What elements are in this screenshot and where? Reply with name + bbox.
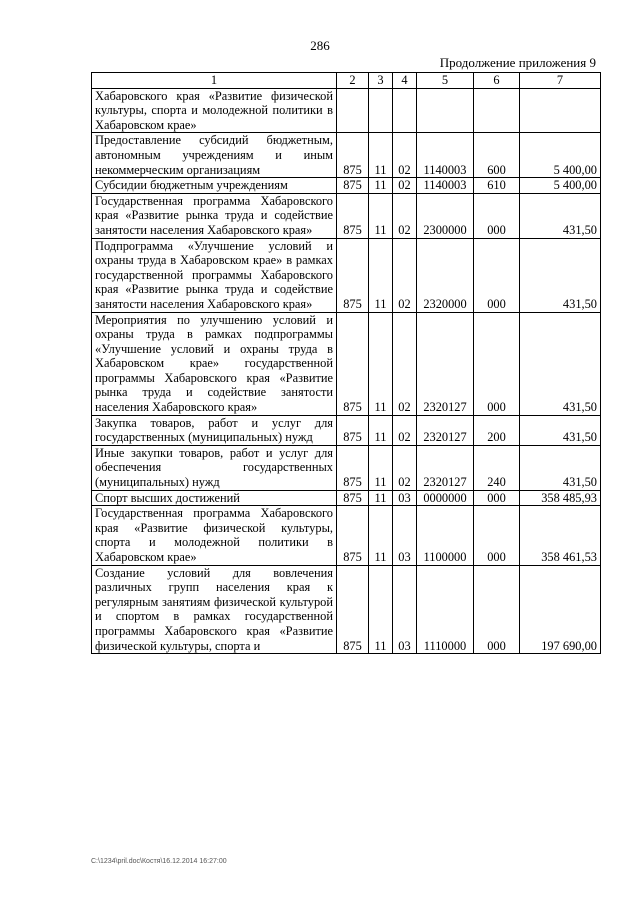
table-row <box>92 178 601 194</box>
row-c6-cell: 000 <box>474 238 520 312</box>
row-c3-cell: 11 <box>369 415 393 445</box>
table-row <box>92 415 601 445</box>
row-c4-cell: 02 <box>393 238 417 312</box>
page-number: 286 <box>310 38 330 53</box>
row-c5-cell: 2320127 <box>417 445 474 490</box>
row-c6-cell: 600 <box>474 133 520 178</box>
row-c6-cell: 000 <box>474 565 520 654</box>
row-c6-cell: 610 <box>474 178 520 194</box>
table-row <box>92 312 601 415</box>
row-c4-cell: 03 <box>393 506 417 565</box>
row-c4-cell: 02 <box>393 193 417 238</box>
row-c5-cell: 2300000 <box>417 193 474 238</box>
row-c4-cell: 02 <box>393 445 417 490</box>
row-c5-cell: 1100000 <box>417 506 474 565</box>
row-c5-cell <box>417 88 474 133</box>
row-c2-cell: 875 <box>337 133 369 178</box>
row-c7-cell: 431,50 <box>520 193 601 238</box>
row-c6-cell: 000 <box>474 490 520 506</box>
header-cell: 3 <box>369 73 393 89</box>
header-row <box>92 73 601 89</box>
row-c4-cell: 03 <box>393 565 417 654</box>
row-c2-cell: 875 <box>337 238 369 312</box>
header-cell: 4 <box>393 73 417 89</box>
row-c7-cell: 197 690,00 <box>520 565 601 654</box>
row-name-cell: Мероприятия по улучшению условий и охраны труда в рамках подпрограммы «Улучшение условий и охраны труда в Хабаровском крае» государственной программы Хабаровского края «Развитие рынка труда и содействие занятости населения Хабаровского края» <box>92 312 337 415</box>
header-cell: 5 <box>417 73 474 89</box>
table-row <box>92 133 601 178</box>
row-name-cell: Создание условий для вовлечения различных групп населения края к регулярным занятиям физической культурой и спортом в рамках государственной программы Хабаровского края «Развитие физической культуры, спорта и <box>92 565 337 654</box>
row-c4-cell <box>393 88 417 133</box>
row-c3-cell: 11 <box>369 312 393 415</box>
row-c6-cell: 240 <box>474 445 520 490</box>
row-c3-cell: 11 <box>369 178 393 194</box>
row-c6-cell <box>474 88 520 133</box>
row-c2-cell: 875 <box>337 565 369 654</box>
table-row <box>92 193 601 238</box>
row-c5-cell: 2320000 <box>417 238 474 312</box>
row-name-cell: Подпрограмма «Улучшение условий и охраны труда в Хабаровском крае» в рамках государственной программы Хабаровского края «Развитие рынка труда и содействие занятости населения Хабаровского края» <box>92 238 337 312</box>
row-name-cell: Спорт высших достижений <box>92 490 337 506</box>
row-c6-cell: 200 <box>474 415 520 445</box>
row-c2-cell: 875 <box>337 445 369 490</box>
row-c7-cell: 5 400,00 <box>520 178 601 194</box>
row-name-cell: Закупка товаров, работ и услуг для государственных (муниципальных) нужд <box>92 415 337 445</box>
row-name-cell: Предоставление субсидий бюджетным, автономным учреждениям и иным некоммерческим организациям <box>92 133 337 178</box>
row-name-cell: Хабаровского края «Развитие физической культуры, спорта и молодежной политики в Хабаровском крае» <box>92 88 337 133</box>
row-name-cell: Иные закупки товаров, работ и услуг для обеспечения государственных (муниципальных) нужд <box>92 445 337 490</box>
row-c3-cell: 11 <box>369 445 393 490</box>
header-cell: 2 <box>337 73 369 89</box>
row-c6-cell: 000 <box>474 193 520 238</box>
row-c2-cell: 875 <box>337 506 369 565</box>
table-row <box>92 445 601 490</box>
row-c5-cell: 0000000 <box>417 490 474 506</box>
row-c7-cell: 358 485,93 <box>520 490 601 506</box>
row-c4-cell: 02 <box>393 133 417 178</box>
row-c7-cell: 358 461,53 <box>520 506 601 565</box>
row-c5-cell: 1140003 <box>417 178 474 194</box>
row-c2-cell: 875 <box>337 193 369 238</box>
row-c7-cell <box>520 88 601 133</box>
row-c3-cell <box>369 88 393 133</box>
table-row <box>92 88 601 133</box>
row-c6-cell: 000 <box>474 506 520 565</box>
row-c7-cell: 431,50 <box>520 238 601 312</box>
table-row <box>92 238 601 312</box>
header-cell: 6 <box>474 73 520 89</box>
row-c2-cell: 875 <box>337 312 369 415</box>
file-path-footer: C:\1234\pril.doc\Костя\16.12.2014 16:27:00 <box>91 858 227 865</box>
row-c7-cell: 431,50 <box>520 445 601 490</box>
row-c3-cell: 11 <box>369 565 393 654</box>
row-c7-cell: 431,50 <box>520 415 601 445</box>
row-c3-cell: 11 <box>369 238 393 312</box>
row-c3-cell: 11 <box>369 506 393 565</box>
table-row <box>92 506 601 565</box>
header-cell: 7 <box>520 73 601 89</box>
row-c2-cell: 875 <box>337 415 369 445</box>
continuation-label: Продолжение приложения 9 <box>439 55 596 70</box>
row-c6-cell: 000 <box>474 312 520 415</box>
table-row <box>92 490 601 506</box>
row-c4-cell: 02 <box>393 415 417 445</box>
row-c2-cell: 875 <box>337 178 369 194</box>
header-cell: 1 <box>92 73 337 89</box>
row-c3-cell: 11 <box>369 193 393 238</box>
row-c7-cell: 5 400,00 <box>520 133 601 178</box>
row-c3-cell: 11 <box>369 133 393 178</box>
row-c3-cell: 11 <box>369 490 393 506</box>
row-c5-cell: 2320127 <box>417 415 474 445</box>
row-c5-cell: 1140003 <box>417 133 474 178</box>
row-c7-cell: 431,50 <box>520 312 601 415</box>
row-c5-cell: 1110000 <box>417 565 474 654</box>
row-c4-cell: 03 <box>393 490 417 506</box>
budget-table <box>91 72 601 654</box>
row-c4-cell: 02 <box>393 178 417 194</box>
row-name-cell: Субсидии бюджетным учреждениям <box>92 178 337 194</box>
table-row <box>92 565 601 654</box>
row-c4-cell: 02 <box>393 312 417 415</box>
row-c2-cell: 875 <box>337 490 369 506</box>
row-c2-cell <box>337 88 369 133</box>
row-name-cell: Государственная программа Хабаровского края «Развитие рынка труда и содействие занятости населения Хабаровского края» <box>92 193 337 238</box>
row-c5-cell: 2320127 <box>417 312 474 415</box>
row-name-cell: Государственная программа Хабаровского края «Развитие физической культуры, спорта и молодежной политики в Хабаровском крае» <box>92 506 337 565</box>
